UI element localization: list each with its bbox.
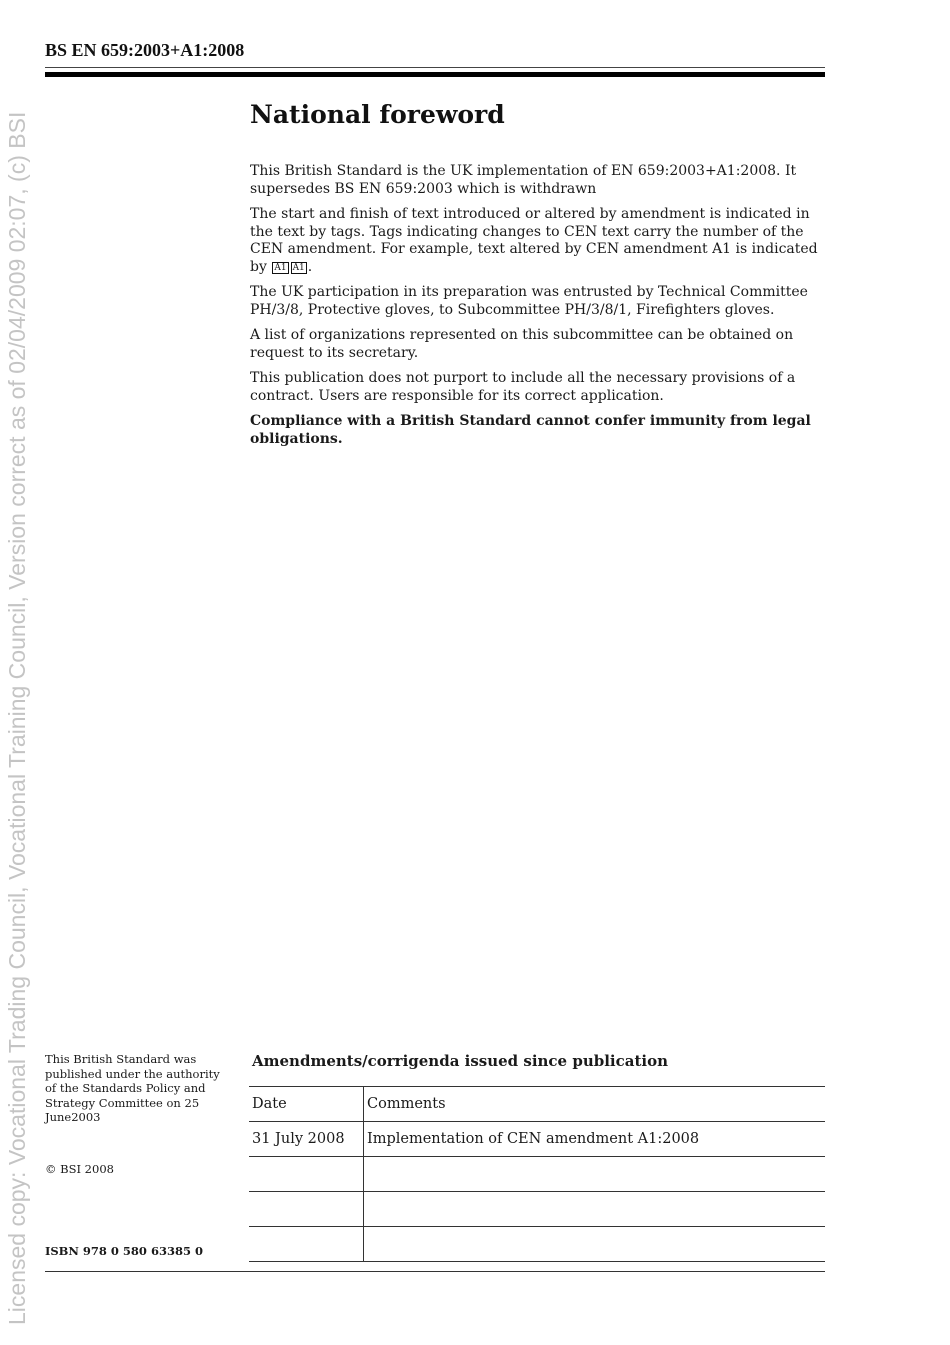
amendment-start-tag: A1 [274,262,287,273]
header-rule-thin [45,67,825,68]
header-rule-thick [45,72,825,77]
amendments-heading: Amendments/corrigenda issued since publication [252,1052,668,1070]
amendment-date-cell [249,1192,364,1227]
amendment-date-cell: 31 July 2008 [249,1122,364,1157]
foreword-paragraph-organizations: A list of organizations represented on this subcommittee can be obtained on request to its secretary. [250,327,794,361]
table-row [249,1157,825,1192]
tags-explanation-text: The start and finish of text introduced or altered by amendment is indicated in the text by tags. Tags indicating changes to CEN text carry the number of the CEN amendment. For example, text altered by CEN amendment A1 is indicated by [250,206,818,275]
foreword-paragraph-committee: The UK participation in its preparation was entrusted by Technical Committee PH/3/8, Protective gloves, to Subcommittee PH/3/8/1, Firefighters gloves. [250,284,808,318]
isbn-number: ISBN 978 0 580 63385 0 [45,1244,203,1258]
foreword-paragraph-provisions: This publication does not purport to include all the necessary provisions of a contract. Users are responsible for its correct application. [250,370,796,404]
foreword-paragraph-tags [250,206,825,276]
amendment-comment-cell [364,1227,826,1262]
amendment-date-cell [249,1157,364,1192]
copyright-notice: © BSI 2008 [45,1162,114,1176]
column-header-date: Date [249,1087,364,1122]
table-row [249,1192,825,1227]
footer-rule-right [249,1271,825,1272]
license-watermark: Licensed copy: Vocational Trading Council, Vocational Training Council, Version correct as of 02/04/2009 02:07, (c) BSI [4,111,30,1325]
amendment-date-cell [249,1227,364,1262]
foreword-body [250,163,825,456]
page-title: National foreword [250,100,505,129]
table-row [249,1227,825,1262]
amendment-end-tag: A1 [292,262,305,273]
amendments-table [249,1086,825,1262]
footer-rule-left [45,1271,250,1272]
compliance-statement: Compliance with a British Standard cannot confer immunity from legal obligations. [250,413,811,447]
amendment-comment-cell: Implementation of CEN amendment A1:2008 [364,1122,826,1157]
column-header-comments: Comments [364,1087,826,1122]
table-row [249,1122,825,1157]
document-identifier: BS EN 659:2003+A1:2008 [45,40,245,60]
amendment-comment-cell [364,1157,826,1192]
publication-authority: This British Standard was published under the authority of the Standards Policy and Strategy Committee on 25 June2003 [45,1052,220,1124]
table-header-row [249,1087,825,1122]
amendment-comment-cell [364,1192,826,1227]
tags-suffix: . [307,258,313,275]
foreword-paragraph-implementation: This British Standard is the UK implementation of EN 659:2003+A1:2008. It supersedes BS EN 659:2003 which is withdrawn [250,163,797,197]
